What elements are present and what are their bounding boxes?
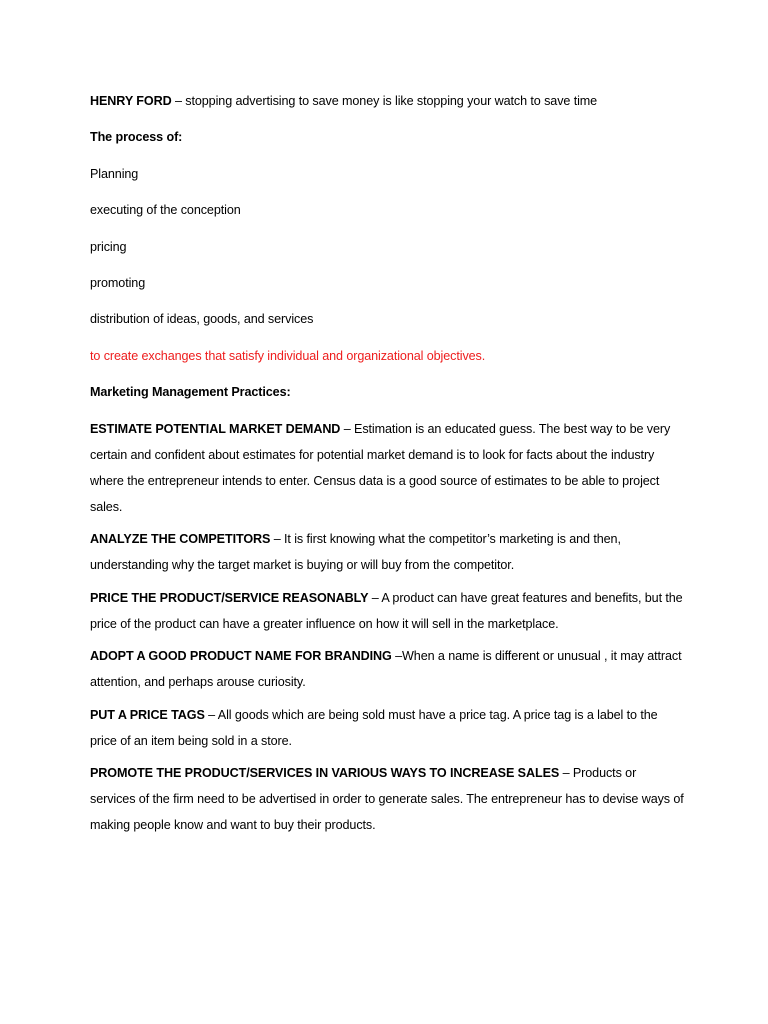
intro-name: HENRY FORD <box>90 94 172 108</box>
practice-price-tags <box>90 702 684 754</box>
practice-term: PROMOTE THE PRODUCT/SERVICES IN VARIOUS WAYS TO INCREASE SALES <box>90 766 560 781</box>
practice-promote <box>90 760 684 838</box>
practice-product-name <box>90 643 684 695</box>
practice-text: – A product can have great features and benefits, but the price of the product can have a greater influence on how it will sell in the marketplace. <box>90 590 683 631</box>
practice-price-product <box>90 585 684 637</box>
intro-quote <box>90 92 684 110</box>
practice-term: PUT A PRICE TAGS <box>90 707 205 722</box>
practice-term: ADOPT A GOOD PRODUCT NAME FOR BRANDING <box>90 649 392 664</box>
practice-text: –When a name is different or unusual , it may attract attention, and perhaps arouse curiosity. <box>90 649 682 690</box>
process-item-distribution: distribution of ideas, goods, and services <box>90 312 314 327</box>
practice-estimate-demand <box>90 416 684 520</box>
process-heading: The process of: <box>90 130 183 145</box>
practices-heading: Marketing Management Practices: <box>90 385 291 400</box>
practice-text: – Estimation is an educated guess. The best way to be very certain and confident about estimates for potential market demand is to look for facts about the industry where the entrepreneur intends to enter. Census data is a good source of estimates to be able to project sales. <box>90 421 671 514</box>
intro-quote-text: – stopping advertising to save money is like stopping your watch to save time <box>171 94 598 108</box>
practice-text: – Products or services of the firm need to be advertised in order to generate sales. The entrepreneur has to devise ways of making people know and want to buy their products. <box>90 766 684 833</box>
practice-text: – It is first knowing what the competitor’s marketing is and then, understanding why the target market is buying or will buy from the competitor. <box>90 532 621 573</box>
practice-text: – All goods which are being sold must have a price tag. A price tag is a label to the price of an item being sold in a store. <box>90 707 658 748</box>
process-conclusion: to create exchanges that satisfy individual and organizational objectives. <box>90 348 486 363</box>
process-item-pricing: pricing <box>90 239 127 254</box>
practice-analyze-competitors <box>90 526 684 578</box>
practice-term: ANALYZE THE COMPETITORS <box>90 532 271 547</box>
practice-term: ESTIMATE POTENTIAL MARKET DEMAND <box>90 421 341 436</box>
process-item-promoting: promoting <box>90 275 146 290</box>
practice-term: PRICE THE PRODUCT/SERVICE REASONABLY <box>90 590 369 605</box>
process-item-executing: executing of the conception <box>90 203 241 218</box>
process-item-planning: Planning <box>90 166 139 181</box>
